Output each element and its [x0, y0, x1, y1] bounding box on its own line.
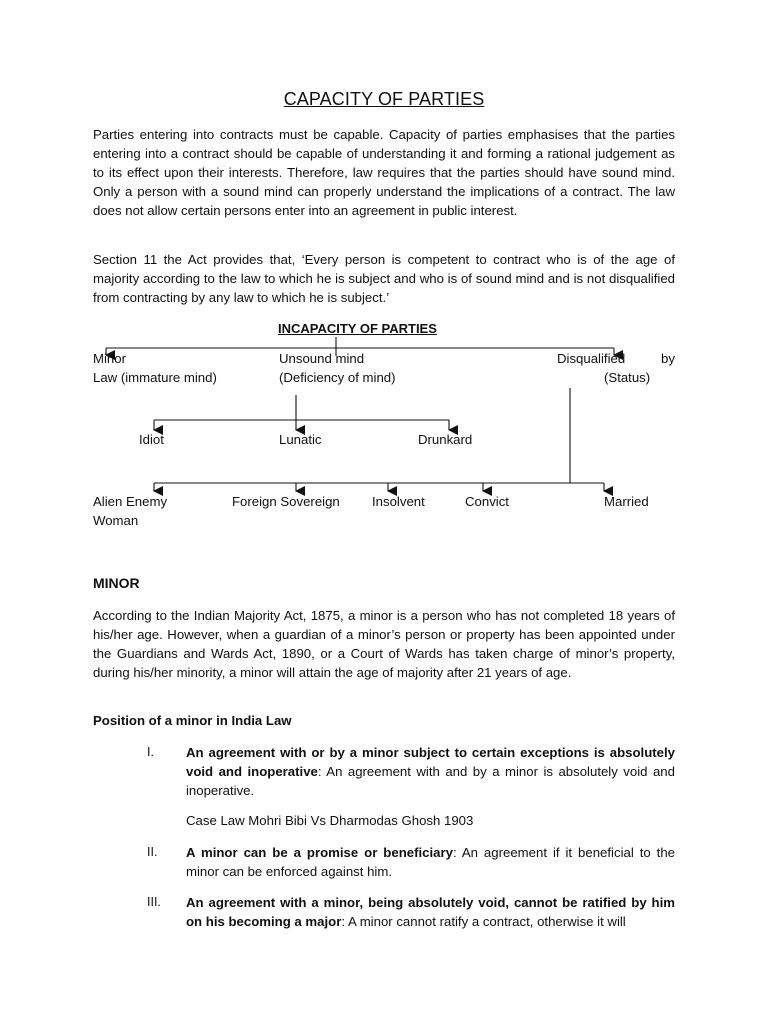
- node-idiot: Idiot: [139, 432, 164, 447]
- list-item-text: : An agreement if it beneficial to the minor can be enforced against him.: [186, 845, 676, 879]
- node-alien-enemy: Alien Enemy: [93, 494, 168, 509]
- list-item-text: : An agreement with and by a minor is absolutely void and inoperative.: [186, 764, 675, 798]
- minor-paragraph: According to the Indian Majority Act, 1875, a minor is a person who has not completed 18 years of his/her age. However, when a guardian of a minor’s person or property has been appointed under the Guardians and Wards Act, 1890, or a Court of Wards has taken charge of minor’s property, during his/her minority, a minor will attain the age of majority after 21 years of age.: [93, 608, 675, 680]
- node-foreign-sovereign: Foreign Sovereign: [232, 494, 340, 509]
- incapacity-diagram: [0, 318, 768, 533]
- node-married: Married: [604, 494, 649, 509]
- node-lunatic: Lunatic: [279, 432, 322, 447]
- minor-heading: MINOR: [93, 575, 140, 591]
- node-unsound-mind: Unsound mind: [279, 351, 365, 366]
- diagram-header: INCAPACITY OF PARTIES: [278, 321, 437, 336]
- list-item-bold: An agreement with a minor, being absolutely void, cannot be ratified by him on his becoming a major: [186, 895, 675, 929]
- node-convict: Convict: [465, 494, 509, 509]
- node-status: (Status): [604, 370, 651, 385]
- position-heading: Position of a minor in India Law: [93, 713, 292, 728]
- node-minor: Minor: [93, 351, 126, 366]
- list-item-number: III.: [147, 895, 161, 909]
- node-insolvent: Insolvent: [372, 494, 425, 509]
- list-item-bold: A minor can be a promise or beneficiary: [186, 845, 453, 860]
- list-item-text: : A minor cannot ratify a contract, otherwise it will: [341, 914, 626, 929]
- list-item-bold: An agreement with or by a minor subject to certain exceptions is absolutely void and inoperative: [186, 745, 675, 779]
- case-law-text: Case Law Mohri Bibi Vs Dharmodas Ghosh 1903: [186, 813, 474, 828]
- section-11-paragraph: Section 11 the Act provides that, ‘Every person is competent to contract who is of the age of majority according to the law to which he is subject and who is of sound mind and is not disqualified from contracting by any law to which he is subject.’: [93, 252, 675, 305]
- list-item-number: II.: [147, 845, 158, 859]
- node-drunkard: Drunkard: [418, 432, 473, 447]
- node-disqualified-by: by: [661, 351, 675, 366]
- intro-paragraph: Parties entering into contracts must be capable. Capacity of parties emphasises that the parties entering into a contract should be capable of understanding it and forming a rational judgement as to its effect upon their interests. Therefore, law requires that the parties should have sound mind. Only a person with a sound mind can properly understand the implications of a contract. The law does not allow certain persons enter into an agreement in public interest.: [93, 127, 675, 218]
- node-woman: Woman: [93, 513, 139, 528]
- list-item-number: I.: [147, 745, 154, 759]
- node-unsound-sub: (Deficiency of mind): [279, 370, 396, 385]
- node-disqualified: Disqualified: [557, 351, 626, 366]
- node-minor-sub: Law (immature mind): [93, 370, 217, 385]
- page-title: CAPACITY OF PARTIES: [283, 89, 485, 109]
